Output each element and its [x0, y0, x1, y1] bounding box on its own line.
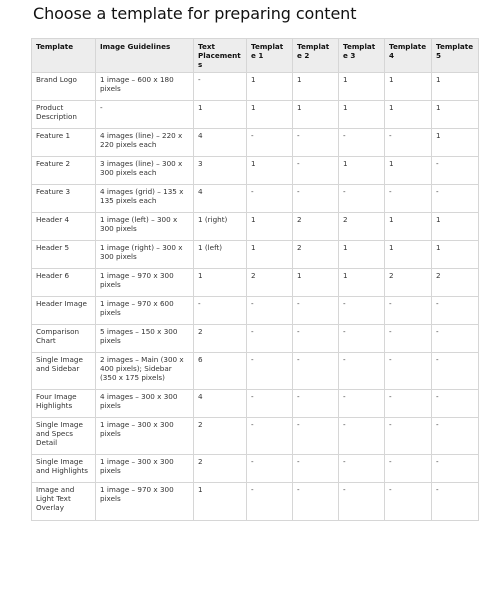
text-placements-cell: 2: [194, 455, 247, 483]
template-1-cell: 1: [247, 213, 293, 241]
template-table: [31, 38, 479, 521]
template-1-cell: 1: [247, 157, 293, 185]
table-row: [32, 213, 479, 241]
text-placements-cell: 2: [194, 418, 247, 455]
text-placements-cell: 1: [194, 101, 247, 129]
template-3-cell: -: [339, 297, 385, 325]
template-2-cell: -: [293, 157, 339, 185]
template-3-cell: -: [339, 325, 385, 353]
template-5-cell: -: [432, 157, 479, 185]
template-name-cell: Header 4: [32, 213, 96, 241]
template-4-cell: 1: [385, 101, 432, 129]
text-placements-cell: 1 (right): [194, 213, 247, 241]
text-placements-cell: 1 (left): [194, 241, 247, 269]
image-guidelines-cell: 1 image – 970 x 300 pixels: [96, 483, 194, 521]
template-4-cell: 2: [385, 269, 432, 297]
template-5-cell: 2: [432, 269, 479, 297]
template-2-cell: 2: [293, 241, 339, 269]
template-2-cell: 1: [293, 73, 339, 101]
template-4-cell: -: [385, 297, 432, 325]
template-name-cell: Header Image: [32, 297, 96, 325]
image-guidelines-cell: 1 image (right) – 300 x 300 pixels: [96, 241, 194, 269]
table-row: [32, 269, 479, 297]
table-row: [32, 129, 479, 157]
table-row: [32, 353, 479, 390]
template-name-cell: Single Image and Highlights: [32, 455, 96, 483]
template-1-cell: -: [247, 325, 293, 353]
template-1-cell: -: [247, 483, 293, 521]
text-placements-cell: 6: [194, 353, 247, 390]
template-3-cell: 1: [339, 73, 385, 101]
template-3-cell: -: [339, 418, 385, 455]
template-2-cell: 2: [293, 213, 339, 241]
template-2-cell: -: [293, 297, 339, 325]
template-1-cell: -: [247, 129, 293, 157]
image-guidelines-cell: 1 image (left) – 300 x 300 pixels: [96, 213, 194, 241]
table-row: [32, 325, 479, 353]
template-5-cell: -: [432, 185, 479, 213]
image-guidelines-cell: 4 images (line) – 220 x 220 pixels each: [96, 129, 194, 157]
template-name-cell: Single Image and Specs Detail: [32, 418, 96, 455]
template-5-cell: -: [432, 390, 479, 418]
template-name-cell: Feature 3: [32, 185, 96, 213]
text-placements-cell: 2: [194, 325, 247, 353]
template-5-cell: -: [432, 353, 479, 390]
column-header-image-guidelines: Image Guidelines: [96, 39, 194, 73]
template-3-cell: -: [339, 455, 385, 483]
template-1-cell: -: [247, 353, 293, 390]
template-5-cell: 1: [432, 213, 479, 241]
template-4-cell: 1: [385, 213, 432, 241]
template-1-cell: -: [247, 185, 293, 213]
template-4-cell: -: [385, 353, 432, 390]
template-2-cell: -: [293, 390, 339, 418]
text-placements-cell: 3: [194, 157, 247, 185]
template-name-cell: Four Image Highlights: [32, 390, 96, 418]
template-2-cell: 1: [293, 101, 339, 129]
template-4-cell: -: [385, 483, 432, 521]
template-4-cell: 1: [385, 73, 432, 101]
table-row: [32, 483, 479, 521]
image-guidelines-cell: 5 images – 150 x 300 pixels: [96, 325, 194, 353]
template-4-cell: -: [385, 325, 432, 353]
column-header-text-placements: Text Placements: [194, 39, 247, 73]
template-name-cell: Feature 2: [32, 157, 96, 185]
template-5-cell: -: [432, 325, 479, 353]
column-header-template-3: Template 3: [339, 39, 385, 73]
template-4-cell: -: [385, 390, 432, 418]
column-header-template-2: Template 2: [293, 39, 339, 73]
template-5-cell: -: [432, 483, 479, 521]
table-row: [32, 390, 479, 418]
template-4-cell: -: [385, 185, 432, 213]
template-3-cell: 1: [339, 157, 385, 185]
table-row: [32, 455, 479, 483]
template-5-cell: 1: [432, 101, 479, 129]
template-2-cell: -: [293, 455, 339, 483]
text-placements-cell: -: [194, 73, 247, 101]
template-name-cell: Comparison Chart: [32, 325, 96, 353]
table-row: [32, 101, 479, 129]
template-3-cell: -: [339, 129, 385, 157]
template-1-cell: -: [247, 418, 293, 455]
template-4-cell: -: [385, 455, 432, 483]
template-3-cell: 1: [339, 101, 385, 129]
template-5-cell: 1: [432, 73, 479, 101]
template-2-cell: 1: [293, 269, 339, 297]
template-5-cell: 1: [432, 241, 479, 269]
table-row: [32, 157, 479, 185]
text-placements-cell: 1: [194, 483, 247, 521]
table-row: [32, 418, 479, 455]
template-2-cell: -: [293, 418, 339, 455]
template-3-cell: 2: [339, 213, 385, 241]
image-guidelines-cell: 3 images (line) – 300 x 300 pixels each: [96, 157, 194, 185]
template-1-cell: -: [247, 390, 293, 418]
template-2-cell: -: [293, 129, 339, 157]
image-guidelines-cell: 2 images – Main (300 x 400 pixels); Sidebar (350 x 175 pixels): [96, 353, 194, 390]
template-3-cell: 1: [339, 241, 385, 269]
template-5-cell: -: [432, 455, 479, 483]
template-3-cell: -: [339, 353, 385, 390]
template-5-cell: -: [432, 418, 479, 455]
image-guidelines-cell: 1 image – 600 x 180 pixels: [96, 73, 194, 101]
template-name-cell: Feature 1: [32, 129, 96, 157]
template-name-cell: Product Description: [32, 101, 96, 129]
page-title: Choose a template for preparing content: [33, 4, 357, 23]
template-name-cell: Image and Light Text Overlay: [32, 483, 96, 521]
template-2-cell: -: [293, 353, 339, 390]
template-2-cell: -: [293, 185, 339, 213]
template-4-cell: 1: [385, 157, 432, 185]
template-3-cell: 1: [339, 269, 385, 297]
template-name-cell: Header 5: [32, 241, 96, 269]
column-header-template-4: Template 4: [385, 39, 432, 73]
image-guidelines-cell: 4 images – 300 x 300 pixels: [96, 390, 194, 418]
image-guidelines-cell: 1 image – 970 x 300 pixels: [96, 269, 194, 297]
template-4-cell: -: [385, 418, 432, 455]
template-3-cell: -: [339, 483, 385, 521]
text-placements-cell: 1: [194, 269, 247, 297]
table-header-row: [32, 39, 479, 73]
text-placements-cell: 4: [194, 185, 247, 213]
template-2-cell: -: [293, 325, 339, 353]
template-5-cell: -: [432, 297, 479, 325]
image-guidelines-cell: 1 image – 970 x 600 pixels: [96, 297, 194, 325]
template-4-cell: -: [385, 129, 432, 157]
column-header-template: Template: [32, 39, 96, 73]
template-1-cell: -: [247, 455, 293, 483]
table-row: [32, 185, 479, 213]
text-placements-cell: 4: [194, 129, 247, 157]
template-2-cell: -: [293, 483, 339, 521]
table-row: [32, 73, 479, 101]
template-4-cell: 1: [385, 241, 432, 269]
text-placements-cell: 4: [194, 390, 247, 418]
text-placements-cell: -: [194, 297, 247, 325]
image-guidelines-cell: 4 images (grid) – 135 x 135 pixels each: [96, 185, 194, 213]
table-row: [32, 241, 479, 269]
template-3-cell: -: [339, 185, 385, 213]
column-header-template-5: Template 5: [432, 39, 479, 73]
template-1-cell: 1: [247, 73, 293, 101]
column-header-template-1: Template 1: [247, 39, 293, 73]
image-guidelines-cell: -: [96, 101, 194, 129]
template-name-cell: Header 6: [32, 269, 96, 297]
image-guidelines-cell: 1 image – 300 x 300 pixels: [96, 418, 194, 455]
table-row: [32, 297, 479, 325]
template-1-cell: 1: [247, 241, 293, 269]
template-1-cell: 2: [247, 269, 293, 297]
template-1-cell: 1: [247, 101, 293, 129]
template-5-cell: 1: [432, 129, 479, 157]
template-name-cell: Single Image and Sidebar: [32, 353, 96, 390]
template-name-cell: Brand Logo: [32, 73, 96, 101]
image-guidelines-cell: 1 image – 300 x 300 pixels: [96, 455, 194, 483]
template-3-cell: -: [339, 390, 385, 418]
template-1-cell: -: [247, 297, 293, 325]
